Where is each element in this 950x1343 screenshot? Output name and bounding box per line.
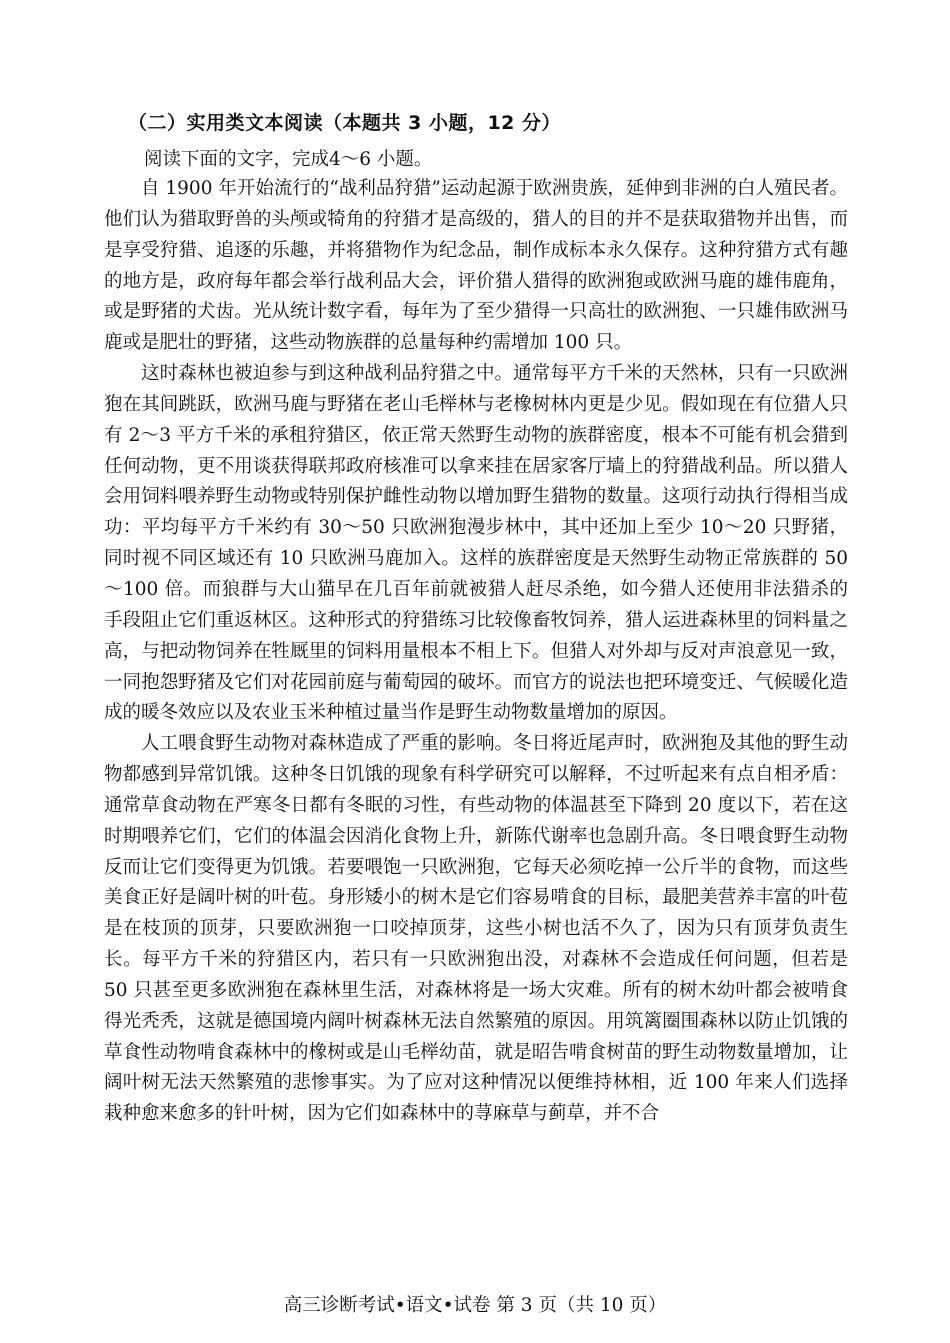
passage-body — [104, 174, 848, 1130]
reading-instruction: 阅读下面的文字，完成4～6 小题。 — [144, 149, 433, 170]
section-title: （二）实用类文本阅读（本题共 3 小题，12 分） — [128, 112, 562, 134]
passage-paragraph-2: 这时森林也被迫参与到这种战利品狩猎之中。通常每平方千米的天然林，只有一只欧洲狍在其间跳跃，欧洲马鹿与野猪在老山毛榉林与老橡树林内更是少见。假如现在有位猎人只有 2～3 平方千米的承租狩猎区，依正常天然野生动物的族群密度，根本不可能有机会猎到任何动物，更不用谈获得联邦政府核准可以拿来挂在居家客厅墙上的狩猎战利品。所以猎人会用饲料喂养野生动物或特别保护雌性动物以增加野生猎物的数量。这项行动执行得相当成功：平均每平方千米约有 30～50 只欧洲狍漫步林中，其中还加上至少 10～20 只野猪，同时视不同区域还有 10 只欧洲马鹿加入。这样的族群密度是天然野生动物正常族群的 50～100 倍。而狼群与大山猫早在几百年前就被猎人赶尽杀绝，如今猎人还使用非法猎杀的手段阻止它们重返林区。这种形式的狩猎练习比较像畜牧饲养，猎人运进森林里的饲料量之高，与把动物饲养在牲厩里的饲料用量根本不相上下。但猎人对外却与反对声浪意见一致，一同抱怨野猪及它们对花园前庭与葡萄园的破坏。而官方的说法也把环境变迁、气候暖化造成的暖冬效应以及农业玉米种植过量当作是野生动物数量增加的原因。 — [104, 363, 848, 724]
passage-paragraph-1: 自 1900 年开始流行的“战利品狩猎”运动起源于欧洲贵族，延伸到非洲的白人殖民者。他们认为猎取野兽的头颅或犄角的狩猎才是高级的，猎人的目的并不是获取猎物并出售，而是享受狩猎、追逐的乐趣，并将猎物作为纪念品，制作成标本永久保存。这种狩猎方式有趣的地方是，政府每年都会举行战利品大会，评价猎人猎得的欧洲狍或欧洲马鹿的雄伟鹿角，或是野猪的犬齿。光从统计数字看，每年为了至少猎得一只高壮的欧洲狍、一只雄伟欧洲马鹿或是肥壮的野猪，这些动物族群的总量每种约需增加 100 只。 — [104, 178, 848, 354]
passage-paragraph-3: 人工喂食野生动物对森林造成了严重的影响。冬日将近尾声时，欧洲狍及其他的野生动物都感到异常饥饿。这种冬日饥饿的现象有科学研究可以解释，不过听起来有点自相矛盾：通常草食动物在严寒冬日都有冬眠的习性，有些动物的体温甚至下降到 20 度以下，若在这时期喂养它们，它们的体温会因消化食物上升，新陈代谢率也急剧升高。冬日喂食野生动物反而让它们变得更为饥饿。若要喂饱一只欧洲狍，它每天必须吃掉一公斤半的食物，而这些美食正好是阔叶树的叶苞。身形矮小的树木是它们容易啃食的目标，最肥美营养丰富的叶苞是在枝顶的顶芽，只要欧洲狍一口咬掉顶芽，这些小树也活不久了，因为只有顶芽负责生长。每平方千米的狩猎区内，若只有一只欧洲狍出没，对森林不会造成任何问题，但若是 50 只甚至更多欧洲狍在森林里生活，对森林将是一场大灾难。所有的树木幼叶都会被啃食得光秃秃，这就是德国境内阔叶树森林无法自然繁殖的原因。用筑篱圈围森林以防止饥饿的草食性动物啃食森林中的橡树或是山毛榉幼苗，就是昭告啃食树苗的野生动物数量增加，让阔叶树无法天然繁殖的悲惨事实。为了应对这种情况以便维持林相，近 100 年来人们选择栽种愈来愈多的针叶树，因为它们如森林中的荨麻草与蓟草，并不合 — [104, 733, 848, 1125]
page-footer: 高三诊断考试•语文•试卷 第 3 页（共 10 页） — [283, 1295, 667, 1316]
